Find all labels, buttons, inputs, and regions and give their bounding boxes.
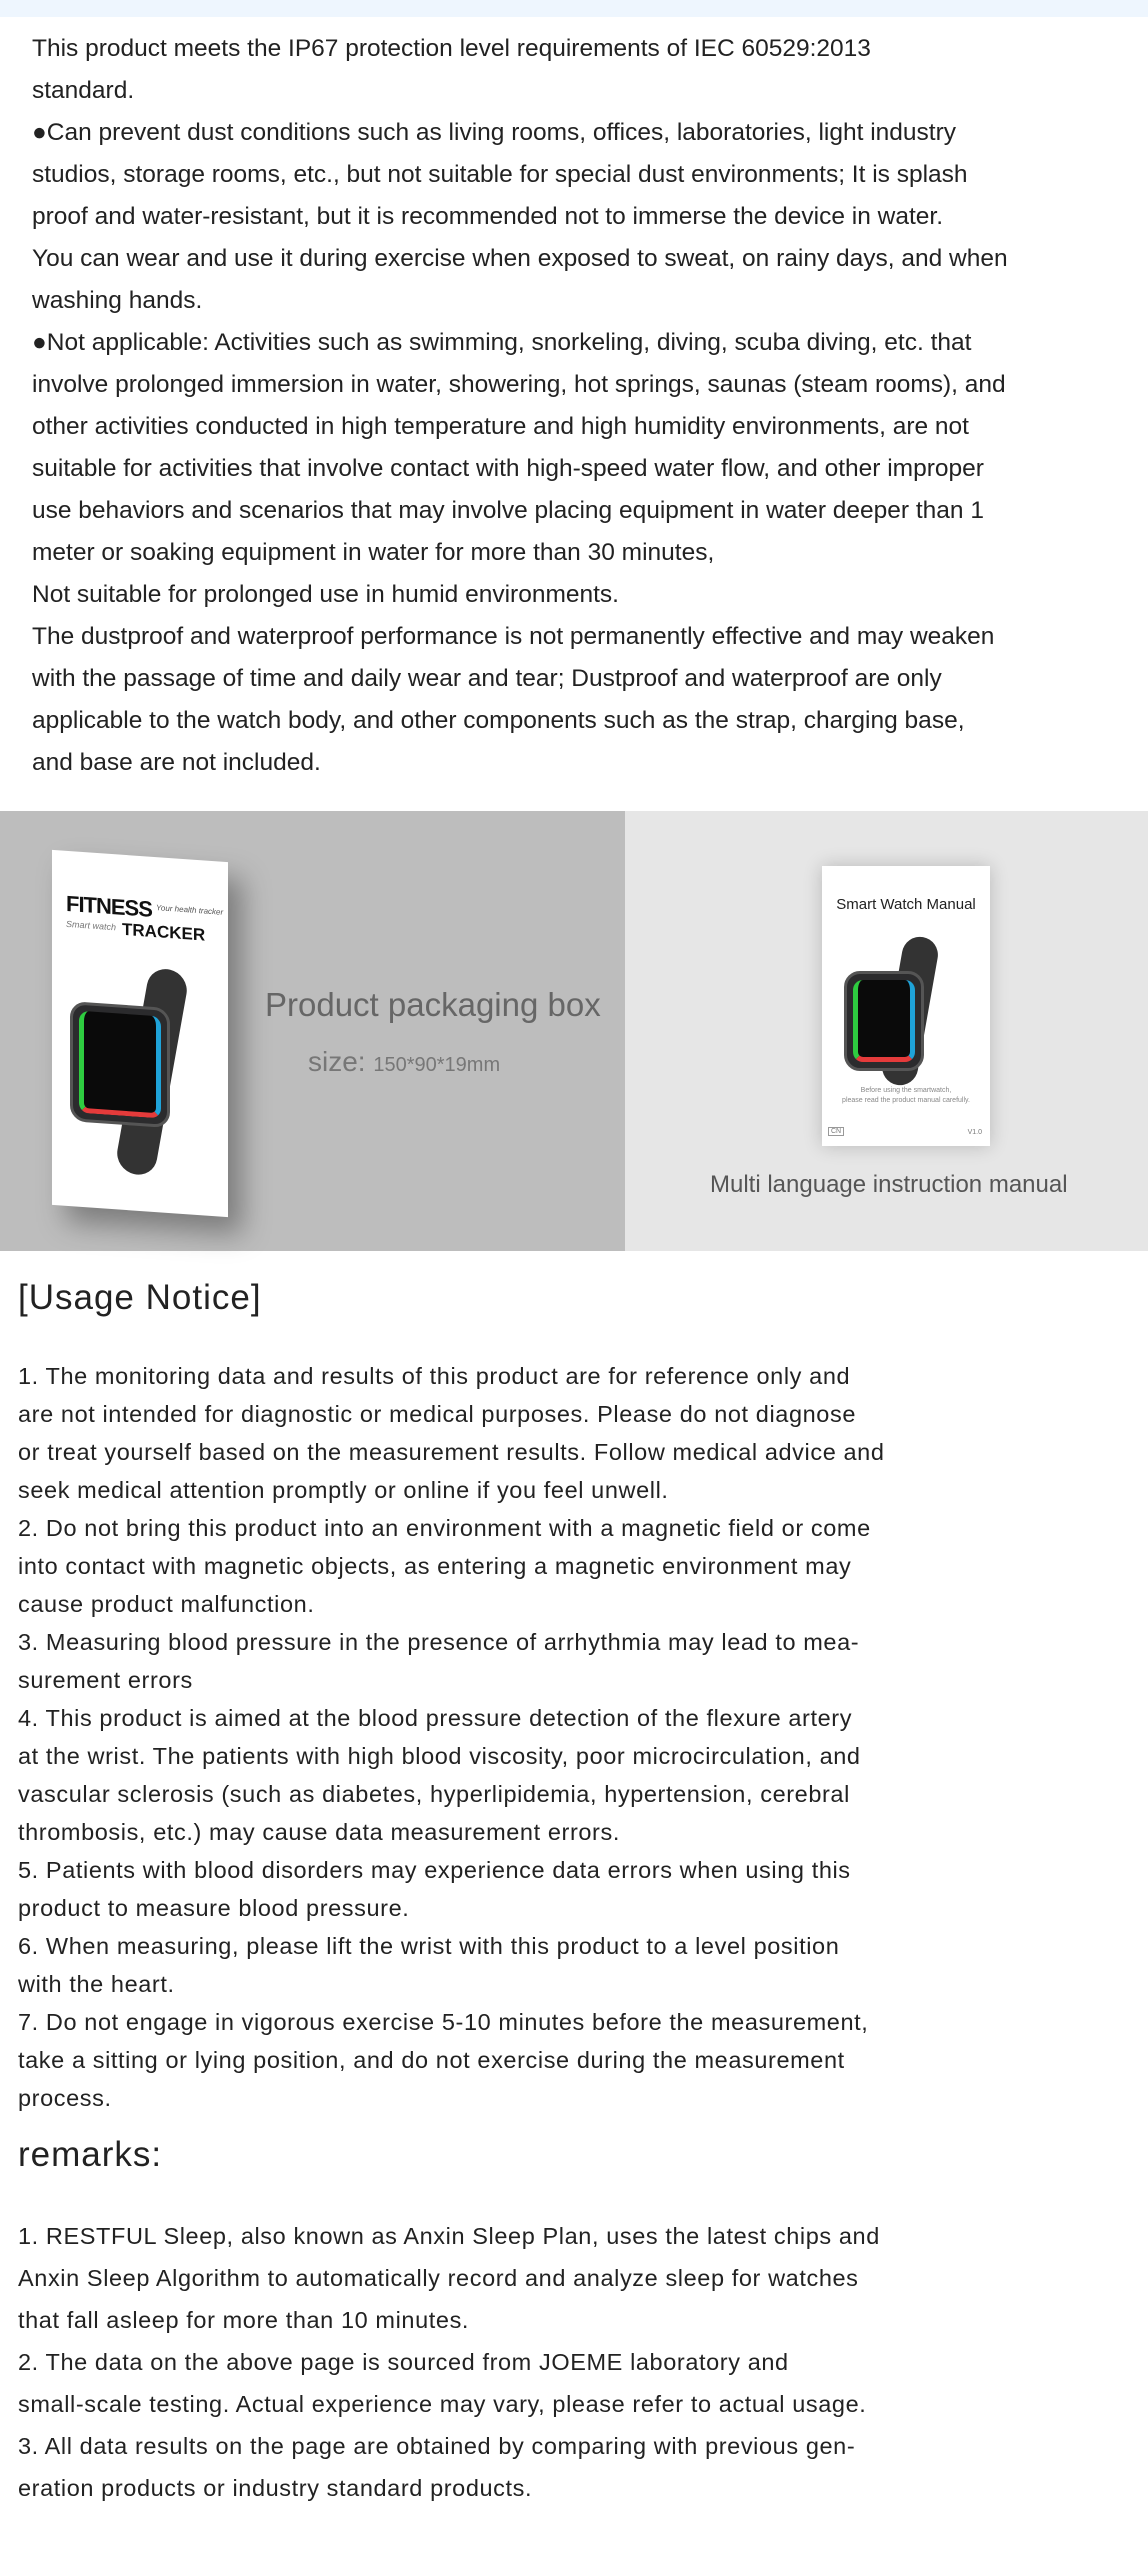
text-line: use behaviors and scenarios that may involve placing equipment in water deeper than 1 <box>32 497 984 524</box>
paragraph <box>18 2341 880 2425</box>
text-line: 2. The data on the above page is sourced from JOEME laboratory and <box>18 2349 789 2375</box>
packaging-panel <box>0 811 625 1251</box>
text-line: 5. Patients with blood disorders may experience data errors when using this <box>18 1857 851 1883</box>
text-line: applicable to the watch body, and other components such as the strap, charging base, <box>32 707 965 734</box>
remarks-list <box>18 2215 880 2509</box>
paragraph <box>32 616 1008 784</box>
manual-version: V1.0 <box>967 1129 982 1136</box>
text-line: vascular sclerosis (such as diabetes, hyperlipidemia, hypertension, cerebral <box>18 1781 850 1807</box>
paragraph <box>18 1927 885 2003</box>
paragraph <box>32 112 1008 322</box>
manual-caption: Multi language instruction manual <box>710 1171 1068 1198</box>
text-line: small-scale testing. Actual experience may vary, please refer to actual usage. <box>18 2391 867 2417</box>
text-line: involve prolonged immersion in water, showering, hot springs, saunas (steam rooms), and <box>32 371 1006 398</box>
text-line: ●Not applicable: Activities such as swimming, snorkeling, diving, scuba diving, etc. that <box>32 329 972 356</box>
text-line: at the wrist. The patients with high blood viscosity, poor microcirculation, and <box>18 1743 861 1769</box>
manual-title: Smart Watch Manual <box>836 896 976 913</box>
text-line: 3. All data results on the page are obtained by comparing with previous gen- <box>18 2433 856 2459</box>
paragraph <box>18 2425 880 2509</box>
text-line: 3. Measuring blood pressure in the presence of arrhythmia may lead to mea- <box>18 1629 860 1655</box>
text-line: eration products or industry standard products. <box>18 2475 533 2501</box>
paragraph <box>18 2003 885 2117</box>
packaging-box-image <box>52 850 228 1217</box>
text-line: This product meets the IP67 protection level requirements of IEC 60529:2013 <box>32 35 871 62</box>
box-brand-2: TRACKER <box>122 919 206 945</box>
text-line: 1. The monitoring data and results of this product are for reference only and <box>18 1363 851 1389</box>
text-line: You can wear and use it during exercise when exposed to sweat, on rainy days, and when <box>32 245 1008 272</box>
text-line: suitable for activities that involve contact with high-speed water flow, and other improper <box>32 455 984 482</box>
manual-note: Before using the smartwatch, please read the product manual carefully. <box>842 1087 970 1104</box>
top-band <box>0 0 1148 17</box>
text-line: product to measure blood pressure. <box>18 1895 410 1921</box>
text-line: 2. Do not bring this product into an environment with a magnetic field or come <box>18 1515 871 1541</box>
packaging-size: size: 150*90*19mm <box>308 1046 501 1077</box>
box-brand-sub: Smart watch <box>66 918 117 933</box>
remarks-heading: remarks: <box>18 2135 163 2174</box>
text-line: that fall asleep for more than 10 minutes. <box>18 2307 470 2333</box>
text-line: 4. This product is aimed at the blood pressure detection of the flexure artery <box>18 1705 853 1731</box>
text-line: meter or soaking equipment in water for more than 30 minutes, <box>32 539 715 566</box>
box-brand: FITNESS <box>66 890 152 922</box>
manual-lang: CN <box>828 1127 844 1136</box>
paragraph <box>18 1851 885 1927</box>
text-line: are not intended for diagnostic or medical purposes. Please do not diagnose <box>18 1401 856 1427</box>
text-line: seek medical attention promptly or online if you feel unwell. <box>18 1477 669 1503</box>
paragraph <box>32 28 1008 112</box>
text-line: into contact with magnetic objects, as entering a magnetic environment may <box>18 1553 852 1579</box>
text-line: and base are not included. <box>32 749 321 776</box>
paragraph <box>18 1357 885 1509</box>
manual-panel <box>625 811 1148 1251</box>
text-line: Not suitable for prolonged use in humid environments. <box>32 581 619 608</box>
text-line: proof and water-resistant, but it is recommended not to immerse the device in water. <box>32 203 944 230</box>
paragraph <box>18 1699 885 1851</box>
paragraph <box>18 2215 880 2341</box>
usage-notice-list <box>18 1357 885 2117</box>
product-images <box>0 811 1148 1251</box>
paragraph <box>32 322 1008 574</box>
waterproof-section <box>32 28 1008 784</box>
text-line: cause product malfunction. <box>18 1591 315 1617</box>
text-line: surement errors <box>18 1667 193 1693</box>
text-line: 7. Do not engage in vigorous exercise 5-10 minutes before the measurement, <box>18 2009 869 2035</box>
text-line: studios, storage rooms, etc., but not suitable for special dust environments; It is splash <box>32 161 968 188</box>
manual-image <box>822 866 990 1146</box>
text-line: 1. RESTFUL Sleep, also known as Anxin Sleep Plan, uses the latest chips and <box>18 2223 880 2249</box>
paragraph <box>32 574 1008 616</box>
paragraph <box>18 1509 885 1623</box>
text-line: other activities conducted in high temperature and high humidity environments, are not <box>32 413 969 440</box>
packaging-caption: Product packaging box <box>265 986 601 1023</box>
watch-icon <box>844 971 924 1071</box>
usage-heading: [Usage Notice] <box>18 1278 262 1317</box>
text-line: with the passage of time and daily wear and tear; Dustproof and waterproof are only <box>32 665 942 692</box>
text-line: or treat yourself based on the measurement results. Follow medical advice and <box>18 1439 885 1465</box>
text-line: 6. When measuring, please lift the wrist with this product to a level position <box>18 1933 840 1959</box>
text-line: ●Can prevent dust conditions such as living rooms, offices, laboratories, light industry <box>32 119 957 146</box>
text-line: washing hands. <box>32 287 203 314</box>
text-line: process. <box>18 2085 112 2111</box>
text-line: thrombosis, etc.) may cause data measurement errors. <box>18 1819 620 1845</box>
text-line: Anxin Sleep Algorithm to automatically record and analyze sleep for watches <box>18 2265 859 2291</box>
text-line: with the heart. <box>18 1971 175 1997</box>
paragraph <box>18 1623 885 1699</box>
watch-icon <box>70 1001 170 1128</box>
text-line: standard. <box>32 77 135 104</box>
box-brand-tag: Your health tracker <box>156 903 224 917</box>
text-line: The dustproof and waterproof performance is not permanently effective and may weaken <box>32 623 995 650</box>
text-line: take a sitting or lying position, and do not exercise during the measurement <box>18 2047 845 2073</box>
